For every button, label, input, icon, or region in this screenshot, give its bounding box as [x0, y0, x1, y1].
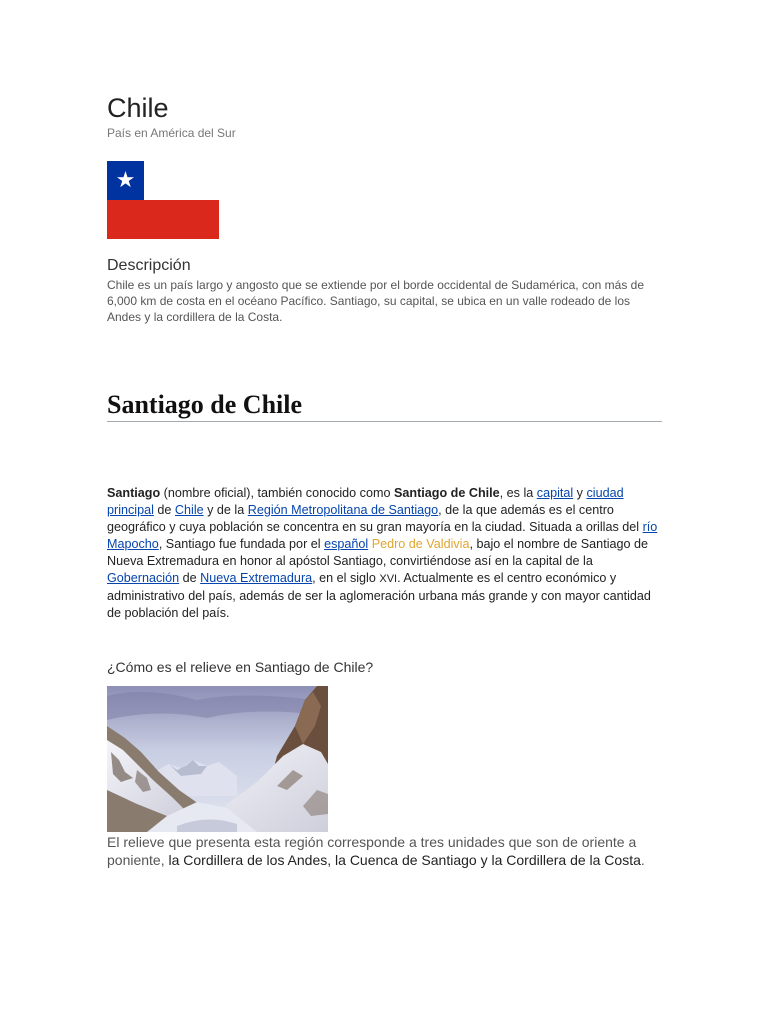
text-run: , bajo el nombre de Santiago de Nueva Extremadura en honor al apóstol Santiago, convirtiéndose así en la capital de la	[107, 537, 649, 568]
relief-text	[107, 833, 667, 869]
link-rio-mapocho[interactable]: río Mapocho	[107, 520, 658, 551]
century-numeral: XVI	[379, 573, 398, 585]
bold-term: Santiago de Chile	[393, 486, 500, 500]
link-chile[interactable]: Chile	[174, 503, 204, 517]
flag-star-icon: ★	[115, 168, 136, 193]
text-run: . Actualmente es el centro económico y administrativo del país, además de ser la aglomeración urbana más grande y con mayor cantidad de población del país.	[107, 571, 651, 620]
andes-mountain-photo	[107, 686, 328, 832]
link-espanol[interactable]: español	[324, 537, 369, 551]
country-title: Chile	[107, 93, 169, 123]
country-subtitle: País en América del Sur	[107, 126, 236, 140]
text-run: (nombre oficial), también conocido como	[160, 486, 394, 500]
flag-red-band	[107, 200, 219, 239]
relief-text-end: .	[640, 852, 645, 868]
text-run: de	[153, 503, 175, 517]
bold-term: Santiago	[107, 486, 161, 500]
text-run: , es la	[499, 486, 537, 500]
link-gobernacion[interactable]: Gobernación	[107, 571, 180, 585]
link-nueva-extremadura[interactable]: Nueva Extremadura	[200, 571, 313, 585]
relief-text-units: la Cordillera de los Andes, la Cuenca de Santiago y la Cordillera de la Costa	[168, 852, 641, 868]
relief-text-intro: El relieve que presenta esta región corresponde a tres unidades que son de oriente a poniente,	[107, 834, 637, 868]
link-pedro-de-valdivia[interactable]: Pedro de Valdivia	[371, 537, 470, 551]
text-run: , de la que además es el centro geográfico y cuya población se concentra en su gran mayoría en la ciudad. Situada a orillas del	[107, 503, 643, 534]
text-run: , Santiago fue fundada por el	[158, 537, 325, 551]
description-text: Chile es un país largo y angosto que se extiende por el borde occidental de Sudamérica, con más de 6,000 km de costa en el océano Pacífico. Santiago, su capital, se ubica en un valle rodeado de los Andes y la cordillera de la Costa.	[107, 278, 644, 324]
link-capital[interactable]: capital	[536, 486, 574, 500]
chile-flag-image	[107, 161, 219, 239]
link-region-metropolitana[interactable]: Región Metropolitana de Santiago	[247, 503, 439, 517]
text-run: y	[573, 486, 587, 500]
description-heading: Descripción	[107, 257, 191, 274]
article-paragraph	[107, 485, 663, 622]
text-run: , en el siglo	[312, 571, 380, 585]
text-run: de	[179, 571, 201, 585]
link-ciudad-principal[interactable]: ciudad principal	[107, 486, 624, 517]
relief-question: ¿Cómo es el relieve en Santiago de Chile?	[107, 659, 374, 675]
article-heading: Santiago de Chile	[107, 389, 662, 422]
text-run: y de la	[203, 503, 248, 517]
